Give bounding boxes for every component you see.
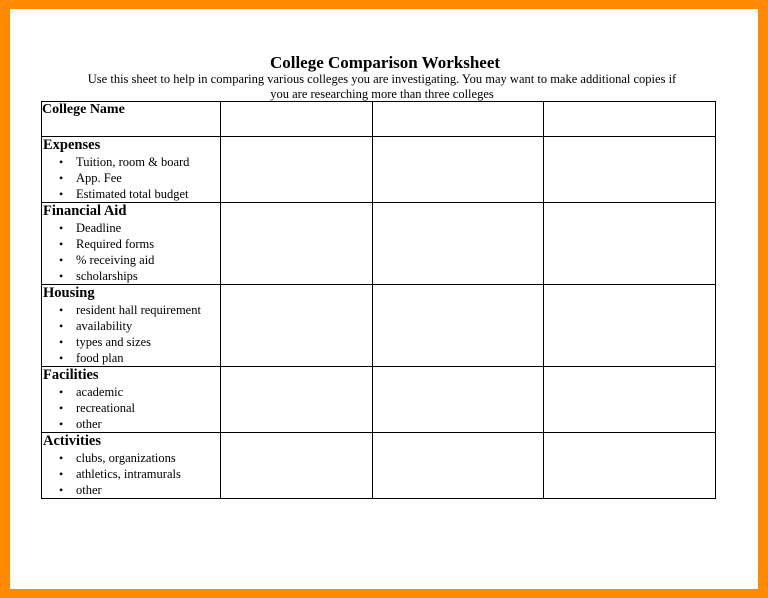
instructions [64, 72, 700, 102]
list-item [59, 466, 220, 482]
college-name-label-cell [42, 102, 221, 137]
bullet-dot-icon: • [59, 303, 64, 317]
entry-cell[interactable] [221, 203, 373, 285]
list-item [59, 302, 220, 318]
list-item [59, 170, 220, 186]
bullet-dot-icon: • [59, 319, 64, 333]
list-item-text: Estimated total budget [76, 187, 189, 201]
college-name-row [42, 102, 716, 137]
entry-cell[interactable] [373, 367, 544, 433]
bullet-dot-icon: • [59, 467, 64, 481]
entry-cell[interactable] [221, 137, 373, 203]
list-item [59, 236, 220, 252]
comparison-table [41, 101, 716, 499]
bullet-dot-icon: • [59, 335, 64, 349]
college-name-cell-1[interactable] [221, 102, 373, 137]
list-item-text: % receiving aid [76, 253, 155, 267]
entry-cell[interactable] [544, 137, 716, 203]
college-name-cell-3[interactable] [544, 102, 716, 137]
section-label-activities: Activities [43, 433, 101, 449]
entry-cell[interactable] [544, 433, 716, 499]
instructions-line-2: you are researching more than three colleges [270, 87, 494, 101]
list-item [59, 268, 220, 284]
entry-cell[interactable] [373, 203, 544, 285]
item-list [42, 450, 220, 498]
list-item [59, 350, 220, 366]
bullet-dot-icon: • [59, 237, 64, 251]
section-label-facilities: Facilities [43, 367, 99, 383]
list-item-text: App. Fee [76, 171, 122, 185]
list-item-text: scholarships [76, 269, 138, 283]
entry-cell[interactable] [221, 433, 373, 499]
section-row-expenses [42, 137, 716, 203]
section-row-activities [42, 433, 716, 499]
entry-cell[interactable] [544, 203, 716, 285]
list-item-text: Tuition, room & board [76, 155, 190, 169]
list-item-text: Deadline [76, 221, 122, 235]
list-item [59, 450, 220, 466]
list-item [59, 400, 220, 416]
entry-cell[interactable] [221, 367, 373, 433]
section-label-expenses: Expenses [43, 137, 101, 153]
list-item [59, 416, 220, 432]
section-row-financial-aid [42, 203, 716, 285]
list-item-text: Required forms [76, 237, 155, 251]
college-name-label: College Name [42, 102, 125, 117]
entry-cell[interactable] [544, 285, 716, 367]
list-item-text: academic [76, 385, 124, 399]
list-item-text: other [76, 417, 102, 431]
list-item-text: types and sizes [76, 335, 151, 349]
bullet-dot-icon: • [59, 253, 64, 267]
bullet-dot-icon: • [59, 385, 64, 399]
list-item-text: recreational [76, 401, 135, 415]
section-label-cell [42, 367, 221, 433]
list-item [59, 334, 220, 350]
bullet-dot-icon: • [59, 401, 64, 415]
bullet-dot-icon: • [59, 171, 64, 185]
page-title: College Comparison Worksheet [269, 53, 501, 72]
list-item [59, 384, 220, 400]
item-list [42, 154, 220, 202]
section-row-facilities [42, 367, 716, 433]
bullet-dot-icon: • [59, 187, 64, 201]
bullet-dot-icon: • [59, 351, 64, 365]
entry-cell[interactable] [373, 285, 544, 367]
list-item [59, 482, 220, 498]
section-label-cell [42, 137, 221, 203]
bullet-dot-icon: • [59, 451, 64, 465]
list-item-text: clubs, organizations [76, 451, 176, 465]
list-item [59, 154, 220, 170]
college-name-cell-2[interactable] [373, 102, 544, 137]
list-item-text: other [76, 483, 102, 497]
bullet-dot-icon: • [59, 483, 64, 497]
bullet-dot-icon: • [59, 269, 64, 283]
section-row-housing [42, 285, 716, 367]
item-list [42, 220, 220, 284]
list-item-text: food plan [76, 351, 124, 365]
list-item-text: availability [76, 319, 133, 333]
item-list [42, 302, 220, 366]
entry-cell[interactable] [373, 137, 544, 203]
list-item [59, 220, 220, 236]
list-item-text: resident hall requirement [76, 303, 201, 317]
list-item [59, 186, 220, 202]
entry-cell[interactable] [373, 433, 544, 499]
list-item-text: athletics, intramurals [76, 467, 181, 481]
entry-cell[interactable] [544, 367, 716, 433]
section-label-cell [42, 285, 221, 367]
item-list [42, 384, 220, 432]
section-label-housing: Housing [43, 285, 95, 301]
list-item [59, 318, 220, 334]
bullet-dot-icon: • [59, 417, 64, 431]
bullet-dot-icon: • [59, 221, 64, 235]
section-label-cell [42, 203, 221, 285]
section-label-cell [42, 433, 221, 499]
list-item [59, 252, 220, 268]
instructions-line-1: Use this sheet to help in comparing various colleges you are investigating. You may want to make additional copies if [87, 72, 677, 86]
entry-cell[interactable] [221, 285, 373, 367]
section-label-financial-aid: Financial Aid [43, 203, 127, 219]
bullet-dot-icon: • [59, 155, 64, 169]
